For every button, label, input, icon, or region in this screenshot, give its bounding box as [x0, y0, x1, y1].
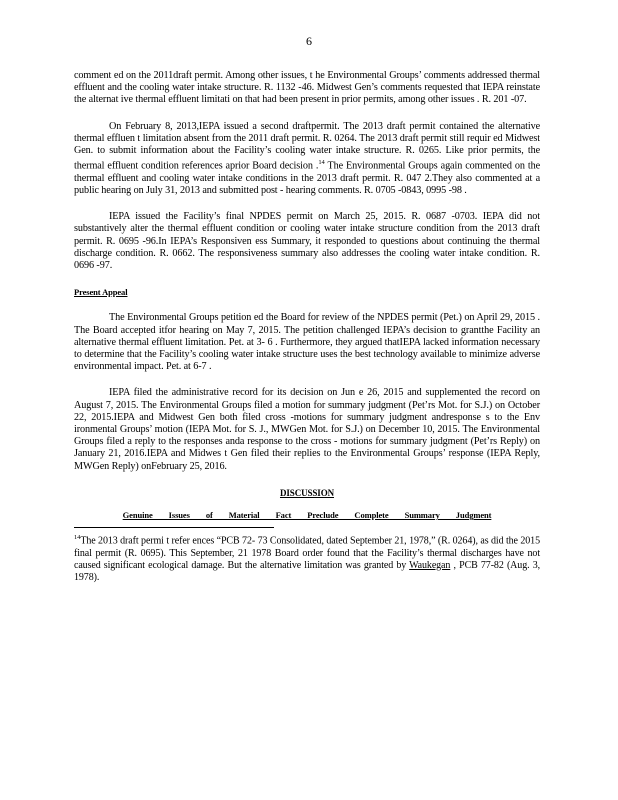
paragraph-second-draft-part1: On February 8, 2013,IEPA issued a second draftpermit. The 2013 draft permit contained the alternative thermal effluen t limitation absent from the 2011 draft permit. R. 0264. The 2013 draft permit still requir ed Midwest Gen. to submit information about the Facility’s cooling water intake structure. R. 0265. Like prior permits, the thermal effluent condition references aprior Board decision . [74, 120, 540, 172]
paragraph-record-filings: IEPA filed the administrative record for its decision on Jun e 26, 2015 and supplemented the record on August 7, 2015. The Environmental Groups filed a motion for summary judgment (Pet’rs Mot. for S.J.) on October 22, 2015.IEPA and Midwest Gen both filed cross -motions for summary judgment andresponse s to the Env ironmental Groups’ motion (IEPA Mot. for S. J., MWGen Mot. for S.J.) on December 10, 2015. The Environmental Groups filed a reply to the responses anda response to the cross - motions for summary judgment (Pet’rs Reply) on January 21, 2016.IEPA and Midwes t Gen filed their replies to the Environmental Groups’ response (IEPA Reply, MWGen Reply) onFebruary 25, 2016. [74, 387, 540, 472]
page-number: 6 [306, 34, 312, 48]
footnote-marker: 14 [74, 534, 81, 542]
paragraph-second-draft-part2: The Environmental Groups again commented on the thermal effluent and cooling water intake conditions in the 2013 draft permit. R. 047 2.They also commented at a public hearing on July 31, 2013 and submitted post - hearing comments. R. 0705 -0843, 0995 -98 . [74, 160, 540, 197]
footnote-text-part2: , PCB 77-82 (Aug. 3, 1978). [74, 559, 540, 583]
paragraph-second-draft [74, 121, 540, 198]
document-body [74, 70, 540, 584]
footnote-text-part1: The 2013 draft permi t refer ences “PCB 72- 73 Consolidated, dated September 21, 1978,” (R. 0264), as did the 2015 final permit (R. 0695). This September, 21 1978 Board order found that the Facility’s thermal discharges have not caused significant ecological damage. But the alternative limitation was granted by [74, 535, 540, 571]
present-appeal-heading: Present Appeal [74, 287, 128, 298]
footnote-reference: 14 [318, 159, 325, 167]
paragraph-comments: comment ed on the 2011draft permit. Among other issues, t he Environmental Groups’ comments addressed thermal effluent and the cooling water intake structure. R. 1132 -46. Midwest Gen’s comments requested that IEPA reinstate the alternat ive thermal effluent limitati on that had been present in prior permits, among other issues . R. 201 -07. [74, 70, 540, 106]
discussion-heading: DISCUSSION [279, 487, 335, 498]
footnote [74, 532, 540, 583]
paragraph-petition: The Environmental Groups petition ed the Board for review of the NPDES permit (Pet.) on April 29, 2015 . The Board accepted itfor hearing on May 7, 2015. The petition challenged IEPA’s decision to grantthe Facility an alternative thermal effluent limitation. Pet. at 3- 6 . Furthermore, they argued thatIEPA lacked information necessary to determine that the Facility’s cooling water intake structure uses the best technology available to minimize adverse environmental impact. Pet. at 6-7 . [74, 312, 540, 373]
footnote-divider [74, 527, 274, 528]
footnote-case-name: Waukegan [409, 559, 451, 571]
paragraph-final-permit: IEPA issued the Facility’s final NPDES permit on March 25, 2015. R. 0687 -0703. IEPA did not substantively alter the thermal effluent condition or cooling water intake structure condition from the 2013 draft permit. R. 0695 -96.In IEPA’s Responsiven ess Summary, it responded to questions about continuing the thermal discharge condition. R. 0662. The responsiveness summary also addresses the cooling water intake condition. R. 0696 -97. [74, 211, 540, 272]
discussion-subheading: Genuine Issues of Material Fact Preclude Complete Summary Judgment [122, 510, 492, 521]
